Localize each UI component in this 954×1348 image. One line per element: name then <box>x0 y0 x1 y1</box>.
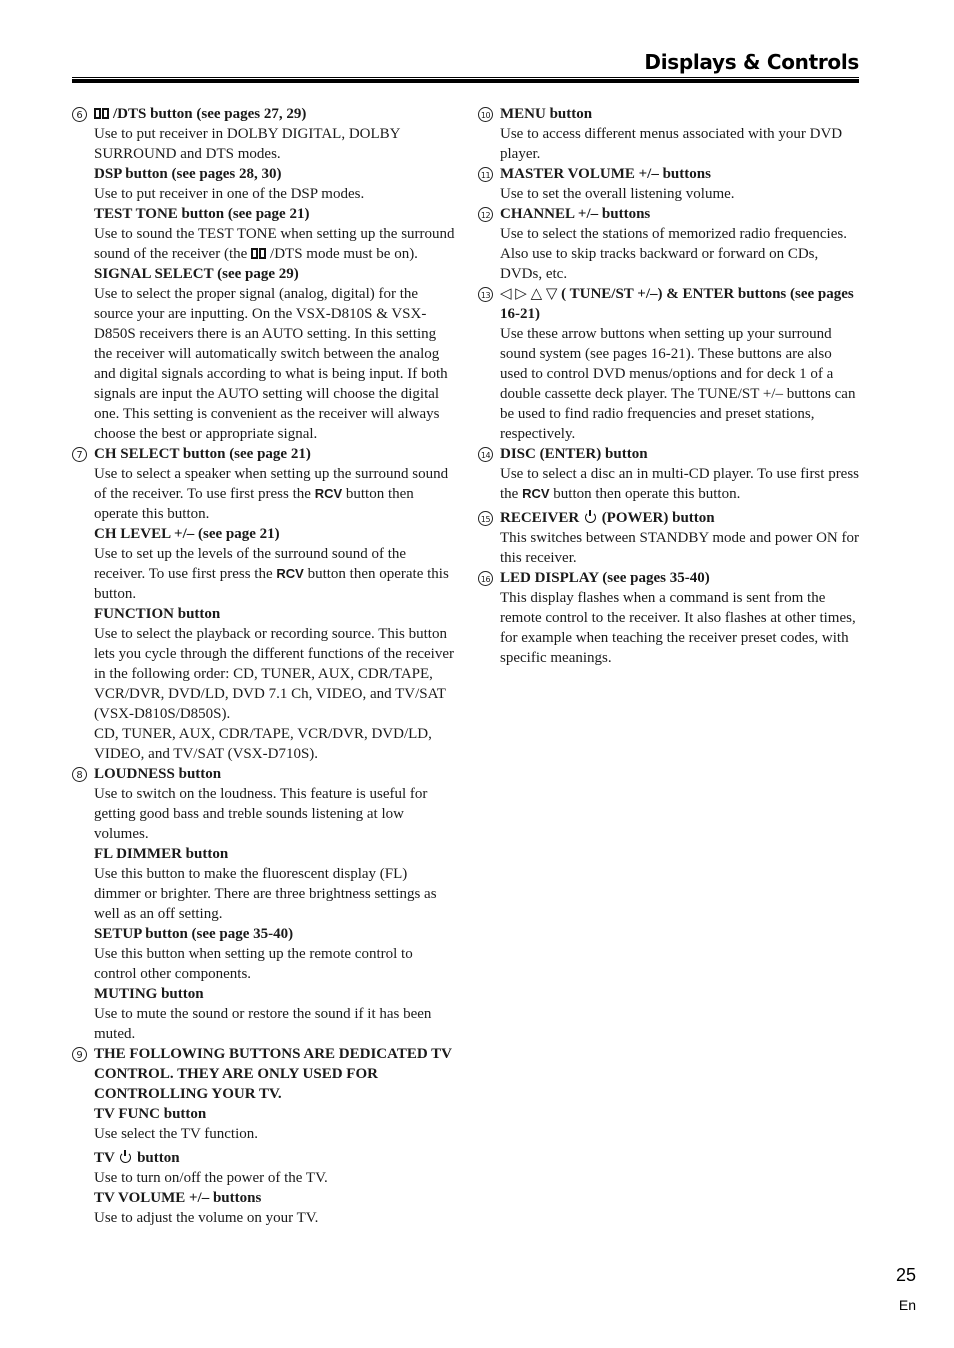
item-heading <box>94 764 456 784</box>
description-text: button then operate this button. <box>94 486 414 522</box>
item-description: CD, TUNER, AUX, CDR/TAPE, VCR/DVR, DVD/LD, VIDEO, and TV/SAT (VSX-D710S). <box>94 726 432 762</box>
header-rule-thin <box>72 77 859 78</box>
item-number-badge: 12 <box>478 207 493 222</box>
heading-text: MUTING button <box>94 986 204 1002</box>
left-column <box>72 104 456 1228</box>
power-icon <box>120 1152 131 1163</box>
item-number-badge: 11 <box>478 167 493 182</box>
item-description <box>94 464 456 524</box>
description-text: Use to sound the TEST TONE when setting up the surround sound of the receiver (the <box>94 226 455 262</box>
heading-text: FL DIMMER button <box>94 846 229 862</box>
right-column <box>478 104 862 668</box>
item-description: Use to put receiver in DOLBY DIGITAL, DOLBY SURROUND and DTS modes. <box>94 126 400 162</box>
heading-text: DSP button (see pages 28, 30) <box>94 166 282 182</box>
heading-text: FUNCTION button <box>94 606 221 622</box>
power-icon <box>585 512 596 523</box>
item-heading <box>94 984 456 1004</box>
rcv-key-label: RCV <box>522 486 550 501</box>
item-heading <box>94 204 456 224</box>
heading-text: MASTER VOLUME +/– buttons <box>500 166 711 182</box>
item-number-badge: 9 <box>72 1047 87 1062</box>
language-label: En <box>898 1297 916 1313</box>
item-description: Use to select the stations of memorized radio frequencies. Also use to skip tracks backward or forward on CDs, DVDs, etc. <box>500 226 847 282</box>
item-description: Use to select the proper signal (analog, digital) for the source your are inputting. On the VSX-D810S & VSX-D850S receivers there is an AUTO setting. In this setting the receiver will automatically switch between the analog and digital signals according to what is being input. If both signals are input the AUTO setting will choose the digital one. This setting is convenient as the receiver will always choose the best or appropriate signal. <box>94 286 448 442</box>
list-item <box>478 568 862 668</box>
item-description: Use select the TV function. <box>94 1126 258 1142</box>
heading-text: CH LEVEL +/– (see page 21) <box>94 526 280 542</box>
heading-text: TV VOLUME +/– buttons <box>94 1190 262 1206</box>
item-description: Use this button to make the fluorescent display (FL) dimmer or brighter. There are three brightness settings as well as an off setting. <box>94 866 437 922</box>
heading-text: LOUDNESS button <box>94 766 222 782</box>
item-number-badge: 7 <box>72 447 87 462</box>
rcv-key-label: RCV <box>276 566 304 581</box>
description-text: /DTS mode must be on). <box>270 246 418 262</box>
heading-text: SETUP button (see page 35-40) <box>94 926 294 942</box>
item-description: Use to select the playback or recording source. This button lets you cycle through the different functions of the receiver in the following order: CD, TUNER, AUX, CDR/TAPE, VCR/DVR, DVD/LD, DVD 7.1 Ch, VIDEO, and TV/SAT (VSX-D810S/D850S). <box>94 626 455 722</box>
item-description: Use to adjust the volume on your TV. <box>94 1210 319 1226</box>
heading-text: /DTS button (see pages 27, 29) <box>113 106 307 122</box>
item-heading <box>94 1148 456 1168</box>
item-heading <box>500 164 862 184</box>
heading-text: (POWER) button <box>601 510 715 526</box>
item-description: Use to switch on the loudness. This feature is useful for getting good bass and treble sounds listening at low volumes. <box>94 786 428 842</box>
item-heading <box>94 104 456 124</box>
item-heading <box>500 508 862 528</box>
item-heading <box>94 164 456 184</box>
item-description: Use to set the overall listening volume. <box>500 186 735 202</box>
item-number-badge: 10 <box>478 107 493 122</box>
item-number-badge: 13 <box>478 287 493 302</box>
heading-text: CHANNEL +/– buttons <box>500 206 651 222</box>
list-item <box>72 104 456 444</box>
item-heading <box>500 568 862 588</box>
item-description: Use to turn on/off the power of the TV. <box>94 1170 328 1186</box>
list-item <box>72 764 456 1044</box>
dolby-logo-icon <box>94 105 111 117</box>
page-title: Displays & Controls <box>644 50 859 74</box>
heading-text: SIGNAL SELECT (see page 29) <box>94 266 299 282</box>
description-text: button then operate this button. <box>553 486 741 502</box>
item-heading <box>94 444 456 464</box>
item-heading <box>500 444 862 464</box>
item-number-badge: 14 <box>478 447 493 462</box>
item-heading <box>94 844 456 864</box>
item-description <box>94 224 456 264</box>
item-heading <box>94 1188 456 1208</box>
list-item <box>72 1044 456 1228</box>
list-item <box>478 284 862 444</box>
item-heading <box>94 524 456 544</box>
list-item <box>478 164 862 204</box>
heading-text: THE FOLLOWING BUTTONS ARE DEDICATED TV CONTROL. THEY ARE ONLY USED FOR CONTROLLING YOUR TV. <box>94 1046 452 1102</box>
description-text: Use to select a speaker when setting up the surround sound of the receiver. To use first press the <box>94 466 449 502</box>
heading-text: MENU button <box>500 106 593 122</box>
heading-text: TV FUNC button <box>94 1106 207 1122</box>
item-number-badge: 16 <box>478 571 493 586</box>
item-heading <box>500 284 862 324</box>
header-rule <box>72 79 859 83</box>
item-description: Use this button when setting up the remote control to control other components. <box>94 946 413 982</box>
item-description: Use to put receiver in one of the DSP modes. <box>94 186 365 202</box>
item-description <box>500 464 862 504</box>
item-number-badge: 15 <box>478 511 493 526</box>
item-heading <box>94 604 456 624</box>
heading-text: button <box>137 1150 180 1166</box>
page-number: 25 <box>895 1265 916 1285</box>
description-text: Use to select a disc an in multi-CD player. To use first press the <box>500 466 860 502</box>
item-description: Use to access different menus associated with your DVD player. <box>500 126 843 162</box>
heading-text: RECEIVER <box>500 510 580 526</box>
heading-text: TEST TONE button (see page 21) <box>94 206 310 222</box>
item-heading <box>94 1044 456 1104</box>
heading-text: LED DISPLAY (see pages 35-40) <box>500 570 710 586</box>
rcv-key-label: RCV <box>314 486 343 501</box>
item-heading <box>500 104 862 124</box>
item-heading <box>94 1104 456 1124</box>
heading-text: CH SELECT button (see page 21) <box>94 446 311 462</box>
item-number-badge: 6 <box>72 107 87 122</box>
description-text: Use to set up the levels of the surround sound of the receiver. To use first press the <box>94 546 407 582</box>
item-heading <box>94 264 456 284</box>
item-description: Use to mute the sound or restore the sound if it has been muted. <box>94 1006 432 1042</box>
list-item <box>478 104 862 164</box>
dolby-logo-icon <box>251 245 268 257</box>
item-description: This display flashes when a command is sent from the remote control to the receiver. It also flashes at other times, for example when teaching the receiver preset codes, with specific meanings. <box>500 590 856 666</box>
heading-text: DISC (ENTER) button <box>500 446 648 462</box>
description-text: button then operate this button. <box>94 566 449 602</box>
item-heading <box>94 924 456 944</box>
list-item <box>478 508 862 568</box>
heading-text: ◁ ▷ △ ▽ ( TUNE/ST +/–) & ENTER buttons (see pages 16-21) <box>500 286 854 322</box>
list-item <box>478 204 862 284</box>
item-description: Use these arrow buttons when setting up your surround sound system (see pages 16-21). These buttons are also used to control DVD menus/options and for deck 1 of a double cassette deck player. The TUNE/ST +/– buttons can be used to find radio frequencies and preset stations, respectively. <box>500 326 856 442</box>
item-description: This switches between STANDBY mode and power ON for this receiver. <box>500 530 860 566</box>
item-number-badge: 8 <box>72 767 87 782</box>
item-description <box>94 544 456 604</box>
heading-text: TV <box>94 1150 115 1166</box>
item-heading <box>500 204 862 224</box>
list-item <box>72 444 456 764</box>
list-item <box>478 444 862 504</box>
